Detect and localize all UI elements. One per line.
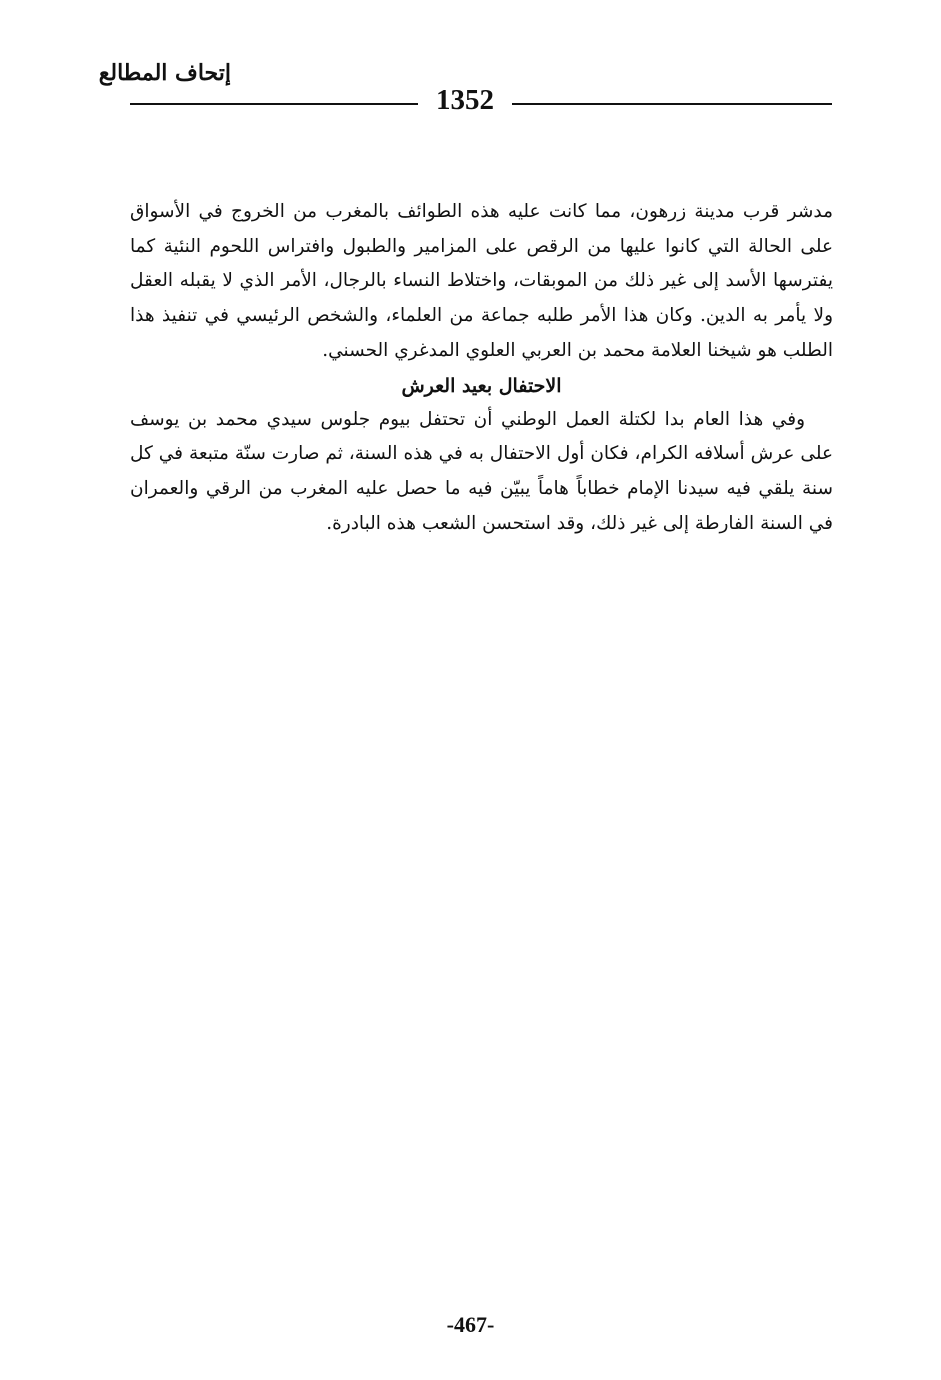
body-text — [130, 195, 833, 541]
page-number: -467- — [446, 1312, 495, 1337]
header-rule-right — [512, 103, 832, 105]
paragraph-2: وفي هذا العام بدا لكتلة العمل الوطني أن تحتفل بيوم جلوس سيدي محمد بن يوسف على عرش أسلافه الكرام، فكان أول الاحتفال به في هذه السنة، ثم صارت سنّة متبعة في كل سنة يلقي فيه سيدنا الإمام خطاباً هاماً يبيّن فيه ما حصل عليه المغرب من الرقي والعمران في السنة الفارطة إلى غير ذلك، وقد استحسن الشعب هذه البادرة. — [130, 408, 833, 534]
running-header-title: إتحاف المطالع — [98, 60, 231, 86]
paragraph-1: مدشر قرب مدينة زرهون، مما كانت عليه هذه الطوائف بالمغرب من الخروج في الأسواق على الحالة التي كانوا عليها من الرقص على المزامير والطبول وافتراس اللحوم النئية كما يفترسها الأسد إلى غير ذلك من الموبقات، واختلاط النساء بالرجال، الأمر الذي لا يقبله العقل ولا يأمر به الدين. وكان هذا الأمر طلبه جماعة من العلماء، والشخص الرئيسي في تنفيذ هذا الطلب هو شيخنا العلامة محمد بن العربي العلوي المدغري الحسني. — [130, 201, 833, 361]
header-rule-left — [130, 103, 418, 105]
header-year: 1352 — [436, 84, 494, 116]
section-heading: الاحتفال بعيد العرش — [401, 374, 562, 397]
